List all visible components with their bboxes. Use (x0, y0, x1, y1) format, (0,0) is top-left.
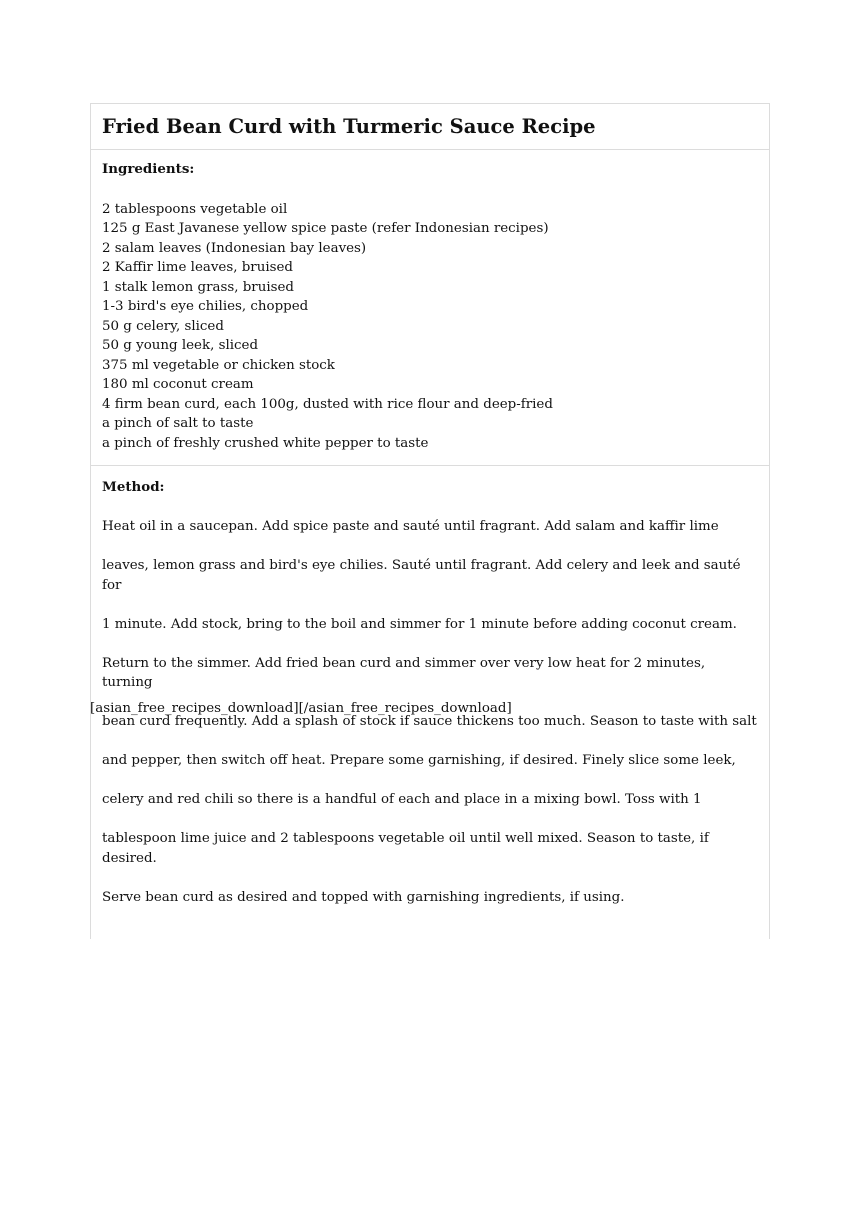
ingredient-item: 2 Kaffir lime leaves, bruised (102, 260, 293, 275)
ingredients-section (91, 150, 769, 466)
recipe-title-row (91, 104, 769, 150)
ingredients-list (102, 200, 758, 454)
method-line: celery and red chili so there is a handful of each and place in a mixing bowl. Toss with 1 (102, 792, 702, 807)
method-line: leaves, lemon grass and bird's eye chilies. Sauté until fragrant. Add celery and leek and sauté for (102, 558, 741, 593)
method-line: Heat oil in a saucepan. Add spice paste and sauté until fragrant. Add salam and kaffir lime (102, 519, 719, 534)
ingredients-heading: Ingredients: (102, 161, 195, 177)
ingredient-item: 50 g celery, sliced (102, 318, 224, 334)
recipe-card (90, 103, 770, 939)
ingredient-item: a pinch of freshly crushed white pepper to taste (102, 435, 429, 451)
method-line: and pepper, then switch off heat. Prepare some garnishing, if desired. Finely slice some leek, (102, 753, 736, 768)
download-shortcode: [asian_free_recipes_download][/asian_free_recipes_download] (90, 701, 512, 716)
method-line: 1 minute. Add stock, bring to the boil and simmer for 1 minute before adding coconut cream. (102, 616, 737, 632)
ingredient-item: 125 g East Javanese yellow spice paste (refer Indonesian recipes) (102, 221, 549, 236)
ingredient-item: 375 ml vegetable or chicken stock (102, 357, 335, 373)
method-heading: Method: (102, 479, 165, 495)
ingredient-item: 4 firm bean curd, each 100g, dusted with rice flour and deep-fried (102, 396, 553, 412)
method-line: Return to the simmer. Add fried bean curd and simmer over very low heat for 2 minutes, turning (102, 655, 706, 690)
ingredient-item: 1-3 bird's eye chilies, chopped (102, 299, 309, 314)
ingredient-item: 1 stalk lemon grass, bruised (102, 279, 294, 295)
ingredient-item: 2 salam leaves (Indonesian bay leaves) (102, 240, 367, 256)
method-line: bean curd frequently. Add a splash of stock if sauce thickens too much. Season to taste with salt (102, 714, 757, 729)
method-line: Serve bean curd as desired and topped with garnishing ingredients, if using. (102, 889, 625, 905)
ingredient-item: 50 g young leek, sliced (102, 338, 259, 353)
method-line: tablespoon lime juice and 2 tablespoons vegetable oil until well mixed. Season to taste, if desired. (102, 831, 709, 866)
recipe-title: Fried Bean Curd with Turmeric Sauce Recipe (102, 114, 596, 138)
ingredient-item: 2 tablespoons vegetable oil (102, 201, 288, 217)
ingredient-item: a pinch of salt to taste (102, 416, 254, 431)
ingredient-item: 180 ml coconut cream (102, 377, 254, 392)
